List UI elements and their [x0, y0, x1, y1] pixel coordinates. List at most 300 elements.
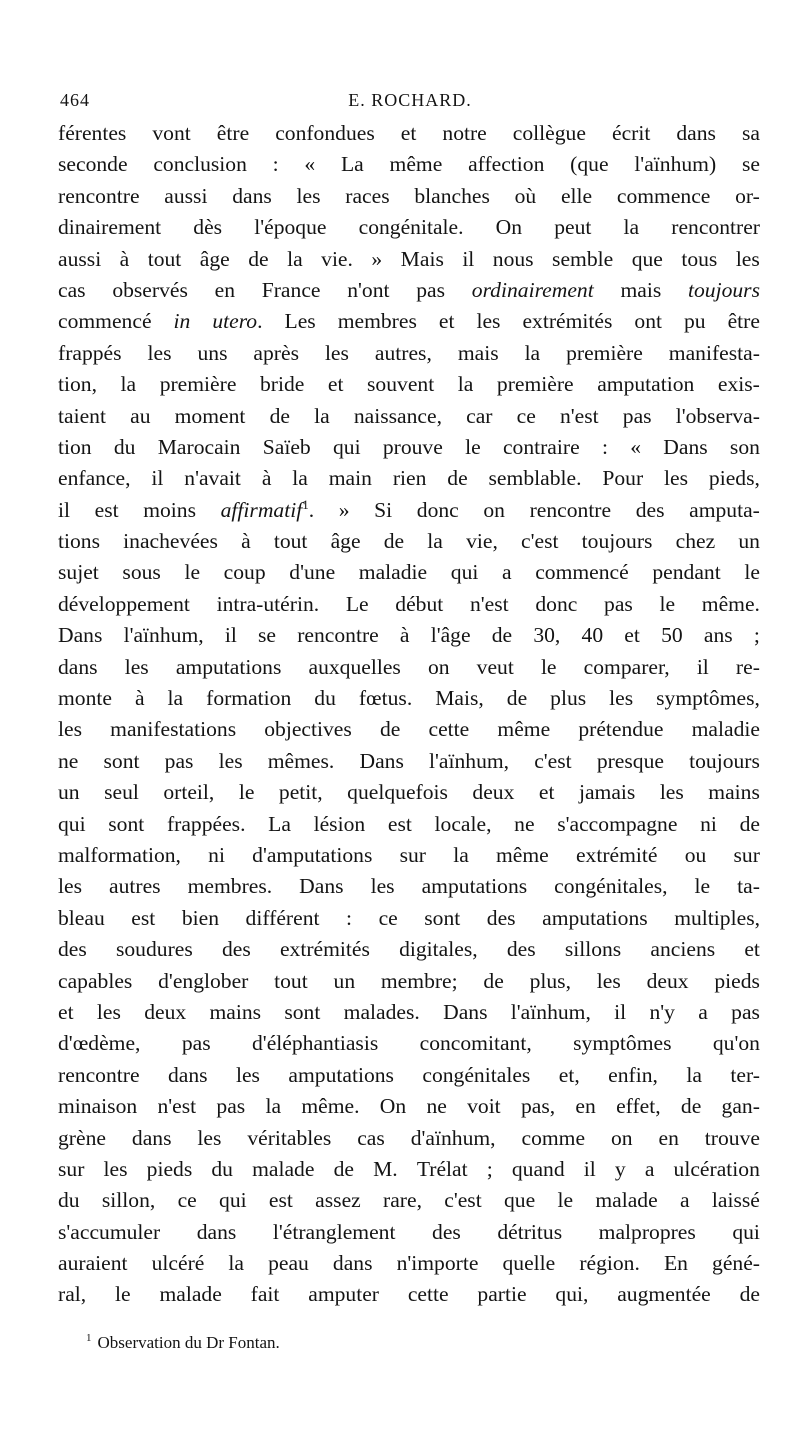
- text-segment: concomitant,: [419, 1031, 532, 1056]
- word: [595, 1185, 657, 1216]
- word: [689, 746, 760, 777]
- word: [422, 871, 528, 902]
- text-segment: la: [623, 215, 640, 240]
- word: [236, 1060, 260, 1091]
- word: [347, 777, 448, 808]
- word: [359, 746, 403, 777]
- text-segment: ral,: [58, 1282, 87, 1307]
- text-segment: en: [214, 277, 235, 302]
- word: [472, 275, 594, 306]
- word: [359, 683, 412, 714]
- word: [193, 212, 222, 243]
- text-segment: l'âge: [430, 623, 471, 648]
- text-segment: et: [327, 372, 344, 397]
- text-segment: rencontre: [529, 497, 612, 522]
- word: [58, 463, 131, 494]
- text-segment: début: [395, 591, 444, 616]
- text-segment: les: [659, 780, 684, 805]
- text-segment: l'époque: [254, 215, 327, 240]
- text-segment: effet,: [616, 1094, 661, 1119]
- text-segment: La: [340, 152, 364, 177]
- word: [599, 1217, 696, 1248]
- word: [554, 871, 667, 902]
- word: [624, 620, 640, 651]
- text-segment: la: [167, 686, 184, 711]
- word: [164, 181, 207, 212]
- word: [265, 1091, 281, 1122]
- text-segment: de: [506, 686, 528, 711]
- word: [58, 809, 86, 840]
- word: [289, 557, 335, 588]
- text-segment: Les: [284, 309, 316, 334]
- word: [714, 966, 760, 997]
- text-line: [58, 463, 760, 494]
- text-segment: il: [583, 1156, 596, 1181]
- text-segment: et,: [558, 1062, 580, 1087]
- text-line: [58, 306, 760, 337]
- text-segment: extrémités: [522, 309, 613, 334]
- text-segment: n'y: [649, 999, 675, 1024]
- text-segment: et: [58, 999, 74, 1024]
- word: [530, 495, 612, 526]
- text-segment: de: [379, 717, 401, 742]
- text-segment: les: [147, 340, 172, 365]
- text-segment: n'importe: [396, 1251, 479, 1276]
- text-segment: dans: [167, 1062, 208, 1087]
- text-segment: veut: [476, 654, 514, 679]
- text-segment: gan-: [721, 1094, 760, 1119]
- text-segment: que: [504, 1188, 536, 1213]
- word: [652, 557, 720, 588]
- word: [470, 589, 509, 620]
- word: [115, 1279, 131, 1310]
- text-segment: Mais: [400, 246, 444, 271]
- text-segment: la: [287, 246, 303, 271]
- word: [58, 1060, 140, 1091]
- word: [700, 809, 717, 840]
- text-line: [58, 683, 760, 714]
- text-segment: maladie: [691, 717, 760, 742]
- word: [215, 275, 235, 306]
- word: [247, 1123, 331, 1154]
- text-segment: pas: [604, 591, 633, 616]
- text-segment: les: [58, 874, 82, 899]
- text-line: [58, 275, 760, 306]
- word: [597, 369, 694, 400]
- word: [429, 714, 470, 745]
- word: [620, 275, 661, 306]
- word: [554, 212, 591, 243]
- word: [483, 966, 503, 997]
- word: [209, 997, 261, 1028]
- word: [732, 1217, 760, 1248]
- word: [742, 149, 760, 180]
- text-segment: »: [338, 497, 350, 522]
- text-segment: Dans: [58, 623, 103, 648]
- word: [167, 809, 246, 840]
- text-segment: commence: [616, 183, 711, 208]
- word: [658, 1123, 678, 1154]
- text-segment: vie.: [321, 246, 353, 271]
- word: [420, 1028, 532, 1059]
- word: [269, 1185, 293, 1216]
- footnote-mark: 1: [86, 1332, 92, 1345]
- word: [274, 966, 308, 997]
- text-segment: moins: [143, 497, 197, 522]
- word: [539, 777, 555, 808]
- word: [451, 557, 479, 588]
- text-segment: plus,: [529, 968, 571, 993]
- word: [275, 118, 375, 149]
- word: [496, 212, 522, 243]
- text-segment: rencontre: [297, 623, 379, 648]
- text-segment: collègue: [512, 121, 586, 145]
- word: [493, 244, 534, 275]
- word: [671, 212, 760, 243]
- text-segment: rencontrer: [671, 215, 760, 240]
- word: [740, 809, 760, 840]
- word: [341, 149, 364, 180]
- word: [623, 401, 652, 432]
- text-segment: cas: [357, 1125, 385, 1150]
- word: [602, 432, 608, 463]
- text-segment: Trélat: [416, 1156, 468, 1181]
- text-segment: souvent: [367, 372, 435, 397]
- word: [380, 1091, 406, 1122]
- text-segment: a: [501, 560, 512, 585]
- text-segment: maladie: [358, 560, 428, 585]
- word: [525, 338, 541, 369]
- word: [239, 777, 255, 808]
- word: [736, 652, 760, 683]
- word: [514, 809, 534, 840]
- text-segment: ni: [700, 811, 717, 836]
- word: [674, 1154, 760, 1185]
- text-segment: les: [235, 1062, 260, 1087]
- word: [535, 589, 577, 620]
- word: [254, 212, 326, 243]
- text-segment: deux: [472, 780, 515, 805]
- word: [58, 275, 86, 306]
- word: [58, 118, 126, 149]
- text-segment: l'aïnhum,: [510, 999, 591, 1024]
- word: [582, 526, 653, 557]
- text-segment: ni: [208, 842, 225, 867]
- text-segment: dans: [676, 121, 716, 145]
- word: [58, 934, 87, 965]
- word: [466, 401, 492, 432]
- text-segment: On: [495, 215, 523, 240]
- text-segment: Le: [345, 591, 369, 616]
- word: [344, 997, 420, 1028]
- word: [559, 1060, 580, 1091]
- word: [228, 1248, 244, 1279]
- word: [497, 1217, 562, 1248]
- text-segment: ter-: [730, 1062, 760, 1087]
- text-segment: des: [635, 497, 665, 522]
- text-segment: en: [575, 1094, 596, 1119]
- word: [497, 714, 550, 745]
- word: [692, 714, 760, 745]
- word: [175, 401, 246, 432]
- text-segment: dès: [193, 215, 223, 240]
- word: [158, 966, 248, 997]
- word: [684, 306, 706, 337]
- text-segment: minaison: [58, 1094, 138, 1119]
- text-segment: quand: [511, 1156, 565, 1181]
- word: [579, 1248, 640, 1279]
- text-segment: pas: [181, 1031, 211, 1056]
- text-segment: où: [514, 183, 537, 208]
- text-segment: .: [308, 497, 315, 522]
- text-segment: à: [261, 466, 272, 491]
- word: [541, 652, 557, 683]
- text-segment: sont: [103, 748, 140, 773]
- text-segment: tions: [58, 529, 100, 554]
- word: [616, 1091, 661, 1122]
- word: [58, 997, 74, 1028]
- word: [411, 1123, 496, 1154]
- text-segment: sur: [399, 842, 426, 867]
- text-segment: le: [557, 1188, 574, 1213]
- word: [212, 306, 262, 337]
- word: [681, 244, 717, 275]
- word: [735, 181, 760, 212]
- word: [664, 1248, 688, 1279]
- word: [58, 212, 161, 243]
- word: [58, 714, 82, 745]
- text-segment: à: [119, 246, 130, 271]
- text-segment: région.: [579, 1251, 640, 1276]
- text-segment: dans: [196, 1219, 237, 1244]
- word: [650, 934, 715, 965]
- text-line: [58, 401, 760, 432]
- text-segment: deux: [144, 999, 187, 1024]
- text-line: [58, 1060, 760, 1091]
- text-line: [58, 1091, 760, 1122]
- text-segment: malpropres: [598, 1219, 696, 1244]
- text-segment: de: [269, 403, 290, 428]
- text-segment: et: [538, 780, 555, 805]
- text-segment: au: [130, 403, 151, 428]
- word: [417, 495, 459, 526]
- word: [120, 244, 130, 275]
- text-segment: sont: [284, 999, 321, 1024]
- word: [148, 244, 182, 275]
- text-segment: ne: [514, 811, 535, 836]
- word: [308, 652, 400, 683]
- text-segment: amputations: [421, 874, 528, 899]
- text-segment: France: [261, 277, 321, 302]
- text-segment: comparer,: [583, 654, 670, 679]
- text-segment: ;: [486, 1156, 493, 1181]
- word: [647, 966, 689, 997]
- text-segment: pas: [164, 748, 194, 773]
- word: [299, 871, 343, 902]
- word: [576, 840, 658, 871]
- word: [58, 401, 106, 432]
- word: [252, 1154, 314, 1185]
- word: [742, 118, 760, 149]
- text-segment: amputation: [597, 372, 695, 397]
- text-segment: de: [447, 466, 468, 491]
- text-segment: y: [614, 1156, 626, 1181]
- word: [462, 244, 474, 275]
- text-segment: voit: [467, 1094, 501, 1119]
- text-segment: anciens: [650, 937, 716, 962]
- text-segment: dinairement: [58, 215, 162, 240]
- text-segment: inachevées: [123, 529, 218, 554]
- word: [636, 495, 665, 526]
- text-segment: taient: [58, 403, 106, 428]
- word: [58, 1154, 84, 1185]
- word: [160, 369, 237, 400]
- word: [483, 495, 505, 526]
- text-segment: membres: [337, 309, 417, 334]
- text-segment: même: [497, 717, 551, 742]
- word: [58, 966, 132, 997]
- word: [575, 1091, 595, 1122]
- text-segment: de: [491, 623, 513, 648]
- footnote-text: Observation du Dr Fontan.: [97, 1333, 280, 1352]
- word: [211, 1154, 233, 1185]
- text-segment: enfance,: [58, 466, 131, 491]
- text-segment: symptômes: [573, 1031, 672, 1056]
- text-segment: l'observa-: [675, 403, 760, 428]
- word: [273, 1217, 396, 1248]
- text-segment: chez: [675, 529, 716, 554]
- word: [535, 557, 629, 588]
- footnote: [86, 1333, 686, 1353]
- text-segment: lésion: [313, 811, 366, 836]
- text-segment: congénitale.: [358, 215, 464, 240]
- word: [121, 369, 137, 400]
- text-segment: auraient: [58, 1251, 128, 1276]
- word: [630, 432, 641, 463]
- word: [515, 181, 537, 212]
- text-line: [58, 181, 760, 212]
- word: [58, 338, 122, 369]
- word: [702, 589, 760, 620]
- text-segment: le: [540, 654, 557, 679]
- text-segment: coup: [223, 560, 266, 585]
- word: [279, 777, 323, 808]
- word: [58, 1279, 86, 1310]
- italic-text: affirmatif: [220, 497, 303, 522]
- word: [676, 118, 716, 149]
- text-segment: férentes: [58, 121, 127, 145]
- text-segment: soudures: [115, 937, 193, 962]
- text-line: [58, 1279, 760, 1310]
- word: [135, 683, 145, 714]
- word: [408, 1279, 449, 1310]
- text-segment: jamais: [578, 780, 636, 805]
- word: [123, 526, 218, 557]
- word: [264, 714, 352, 745]
- word: [315, 1185, 361, 1216]
- text-segment: en: [658, 1125, 679, 1150]
- text-segment: est: [131, 905, 156, 930]
- word: [110, 714, 236, 745]
- text-segment: a: [679, 1188, 690, 1213]
- text-segment: de: [333, 1156, 354, 1181]
- word: [712, 1248, 760, 1279]
- text-line: [58, 149, 760, 180]
- word: [615, 1154, 626, 1185]
- text-segment: locale,: [434, 811, 492, 836]
- text-segment: seul: [104, 780, 139, 805]
- text-segment: de: [248, 246, 269, 271]
- word: [704, 620, 733, 651]
- word: [713, 1028, 760, 1059]
- word: [58, 903, 105, 934]
- text-line: [58, 934, 760, 965]
- text-segment: l'étranglement: [272, 1219, 396, 1244]
- text-line: [58, 526, 760, 557]
- word: [492, 620, 512, 651]
- text-segment: la: [314, 403, 330, 428]
- italic-text: in: [173, 309, 191, 334]
- text-segment: des: [506, 937, 536, 962]
- text-segment: un: [58, 780, 80, 805]
- word: [507, 934, 536, 965]
- text-segment: notre: [442, 121, 487, 145]
- word: [374, 495, 392, 526]
- text-segment: ne: [58, 748, 79, 773]
- word: [58, 1185, 80, 1216]
- word: [339, 495, 350, 526]
- text-segment: donc: [416, 497, 459, 522]
- word: [503, 432, 580, 463]
- word: [465, 432, 481, 463]
- text-segment: géné-: [712, 1251, 760, 1276]
- word: [258, 620, 276, 651]
- text-segment: Dans: [299, 874, 344, 899]
- word: [252, 840, 372, 871]
- text-segment: pas: [731, 999, 760, 1024]
- word: [584, 1154, 596, 1185]
- text-line: [58, 1123, 760, 1154]
- text-segment: s'accompagne: [557, 811, 678, 836]
- word: [400, 620, 410, 651]
- word: [263, 432, 311, 463]
- text-segment: peau: [268, 1251, 309, 1276]
- word: [373, 1154, 398, 1185]
- text-segment: seconde: [58, 152, 128, 177]
- word: [333, 432, 361, 463]
- text-segment: mais: [457, 340, 499, 365]
- text-segment: Dans: [443, 999, 488, 1024]
- word: [432, 1217, 461, 1248]
- text-segment: et: [438, 309, 455, 334]
- text-segment: sous: [122, 560, 161, 585]
- word: [512, 1154, 565, 1185]
- text-segment: sur: [733, 842, 760, 867]
- text-segment: quelquefois: [347, 780, 448, 805]
- text-segment: rencontre: [58, 183, 140, 208]
- text-segment: main: [328, 466, 372, 491]
- word: [611, 1123, 633, 1154]
- text-line: [58, 1248, 760, 1279]
- word: [447, 463, 467, 494]
- text-segment: les: [96, 999, 121, 1024]
- text-segment: même.: [301, 1094, 360, 1119]
- word: [262, 275, 321, 306]
- word: [384, 526, 404, 557]
- text-segment: monte: [58, 686, 112, 711]
- word: [414, 181, 490, 212]
- text-segment: La: [268, 811, 291, 836]
